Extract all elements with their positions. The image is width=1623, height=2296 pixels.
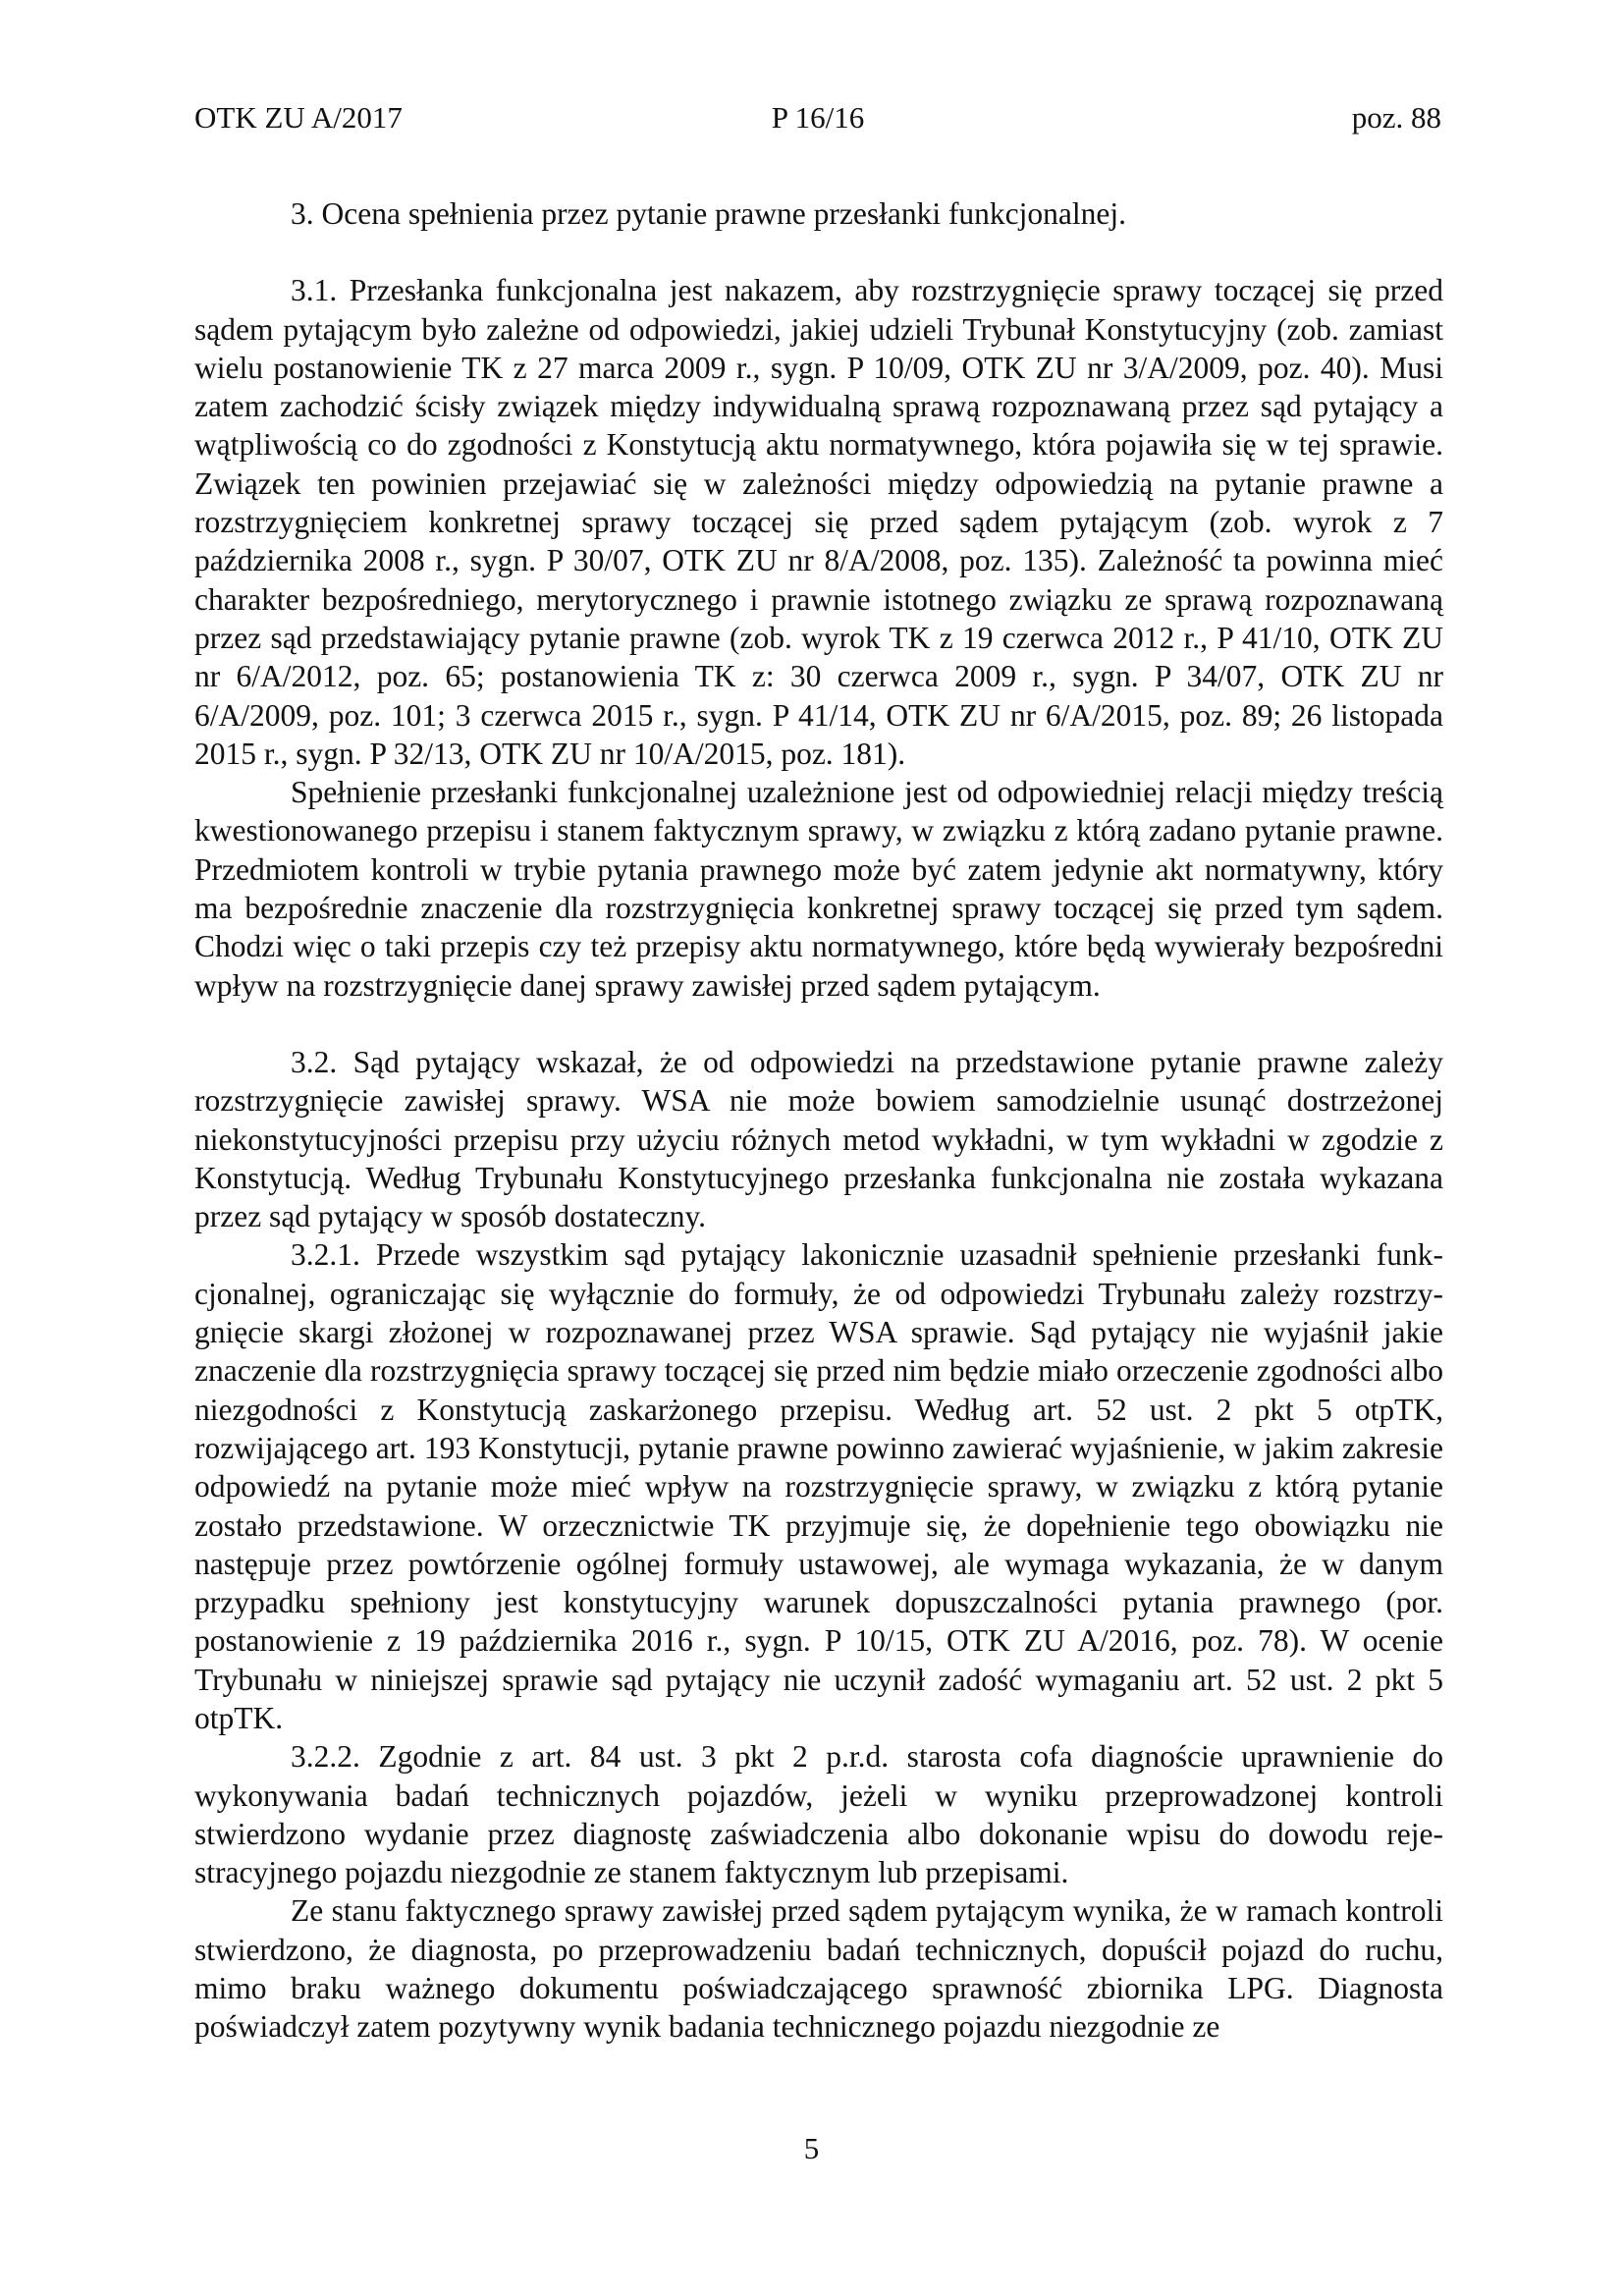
header-case-number: P 16/16 <box>771 100 865 135</box>
section-heading: 3. Ocena spełnienia przez pytanie prawne przesłanki funkcjonalnej. <box>291 196 1127 231</box>
header-position: poz. 88 <box>1351 100 1441 135</box>
body-text <box>194 194 1443 2047</box>
paragraph: 3.1. Przesłanka funkcjonalna jest nakazem, aby rozstrzygnięcie sprawy toczącej się przed sądem pytającym było zależne od odpowiedzi, jakiej udzieli Trybunał Konstytucyjny (zob. zamiast wielu postanowienie TK z 27 marca 2009 r., sygn. P 10/09, OTK ZU nr 3/A/2009, poz. 40). Musi zatem zachodzić ścisły związek między indywidualną sprawą rozpoznawaną przez sąd pytający a wątpliwością co do zgodności z Konstytucją aktu normatywnego, która pojawiła się w tej sprawie. Związek ten powinien przejawiać się w zależności między odpowiedzią na pytanie prawne a rozstrzygnięciem konkretnej sprawy toczącej się przed sądem pytającym (zob. wyrok z 7 października 2008 r., sygn. P 30/07, OTK ZU nr 8/A/2008, poz. 135). Zależność ta powinna mieć charakter bezpośredniego, merytorycznego i prawnie istotnego związku ze sprawą rozpoznawaną przez sąd przedstawiający pytanie prawne (zob. wyrok TK z 19 czerwca 2012 r., P 41/10, OTK ZU nr 6/A/2012, poz. 65; postanowienia TK z: 30 czerwca 2009 r., sygn. P 34/07, OTK ZU nr 6/A/2009, poz. 101; 3 czerwca 2015 r., sygn. P 41/14, OTK ZU nr 6/A/2015, poz. 89; 26 listopada 2015 r., sygn. P 32/13, OTK ZU nr 10/A/2015, poz. 181). <box>194 273 1443 771</box>
paragraph: 3.2.2. Zgodnie z art. 84 ust. 3 pkt 2 p.r.d. starosta cofa diagnoście uprawnienie do wykonywania badań technicznych pojazdów, jeżeli w wyniku przeprowadzonej kontroli stwierdzono wydanie przez diagnostę zaświadczenia albo dokonanie wpisu do dowodu rejestracyjnego pojazdu niezgodnie ze stanem faktycznym lub przepisami. <box>194 1739 1443 1890</box>
header-journal: OTK ZU A/2017 <box>194 100 403 135</box>
paragraph: 3.2. Sąd pytający wskazał, że od odpowiedzi na przedstawione pytanie prawne zależy rozstrzygnięcie zawisłej sprawy. WSA nie może bowiem samodzielnie usunąć dostrzeżonej niekonstytucyjności przepisu przy użyciu różnych metod wykładni, w tym wykładni w zgodzie z Konstytucją. Według Trybunału Konstytucyjnego przesłanka funkcjonalna nie została wykazana przez sąd pytający w sposób dostateczny. <box>194 1044 1443 1234</box>
page-number: 5 <box>803 2131 820 2165</box>
paragraph: 3.2.1. Przede wszystkim sąd pytający lakonicznie uzasadnił spełnienie przesłanki funkcjonalnej, ograniczając się wyłącznie do formuły, że od odpowiedzi Trybunału zależy rozstrzygnięcie skargi złożonej w rozpoznawanej przez WSA sprawie. Sąd pytający nie wyjaśnił jakie znaczenie dla rozstrzygnięcia sprawy toczącej się przed nim będzie miało orzeczenie zgodności albo niezgodności z Konstytucją zaskarżonego przepisu. Według art. 52 ust. 2 pkt 5 otpTK, rozwijającego art. 193 Konstytucji, pytanie prawne powinno zawierać wyjaśnienie, w jakim zakresie odpowiedź na pytanie może mieć wpływ na rozstrzygnięcie sprawy, w związku z którą pytanie zostało przedstawione. W orzecznictwie TK przyjmuje się, że dopełnienie tego obowiązku nie następuje przez powtórzenie ogólnej formuły ustawowej, ale wymaga wykazania, że w danym przypadku spełniony jest konstytucyjny warunek dopuszczalności pytania prawnego (por. postanowienie z 19 października 2016 r., sygn. P 10/15, OTK ZU A/2016, poz. 78). W ocenie Trybunału w niniejszej sprawie sąd pytający nie uczynił zadość wymaganiu art. 52 ust. 2 pkt 5 otpTK. <box>194 1237 1443 1735</box>
paragraph: Ze stanu faktycznego sprawy zawisłej przed sądem pytającym wynika, że w ramach kontroli stwierdzono, że diagnosta, po przeprowadzeniu badań technicznych, dopuścił pojazd do ruchu, mimo braku ważnego dokumentu poświadczającego sprawność zbiornika LPG. Diagnosta poświadczył zatem pozytywny wynik badania technicznego pojazdu niezgodnie ze <box>194 1893 1443 2045</box>
paragraph: Spełnienie przesłanki funkcjonalnej uzależnione jest od odpowiedniej relacji między treścią kwestionowanego przepisu i stanem faktycznym sprawy, w związku z którą zadano pytanie prawne. Przedmiotem kontroli w trybie pytania prawnego może być zatem jedynie akt normatywny, który ma bezpośrednie znaczenie dla rozstrzygnięcia konkretnej sprawy toczącej się przed tym sądem. Chodzi więc o taki przepis czy też przepisy aktu normatywnego, które będą wywierały bezpośredni wpływ na rozstrzygnięcie danej sprawy zawisłej przed sądem pytającym. <box>194 775 1443 1003</box>
running-header <box>194 98 1441 137</box>
